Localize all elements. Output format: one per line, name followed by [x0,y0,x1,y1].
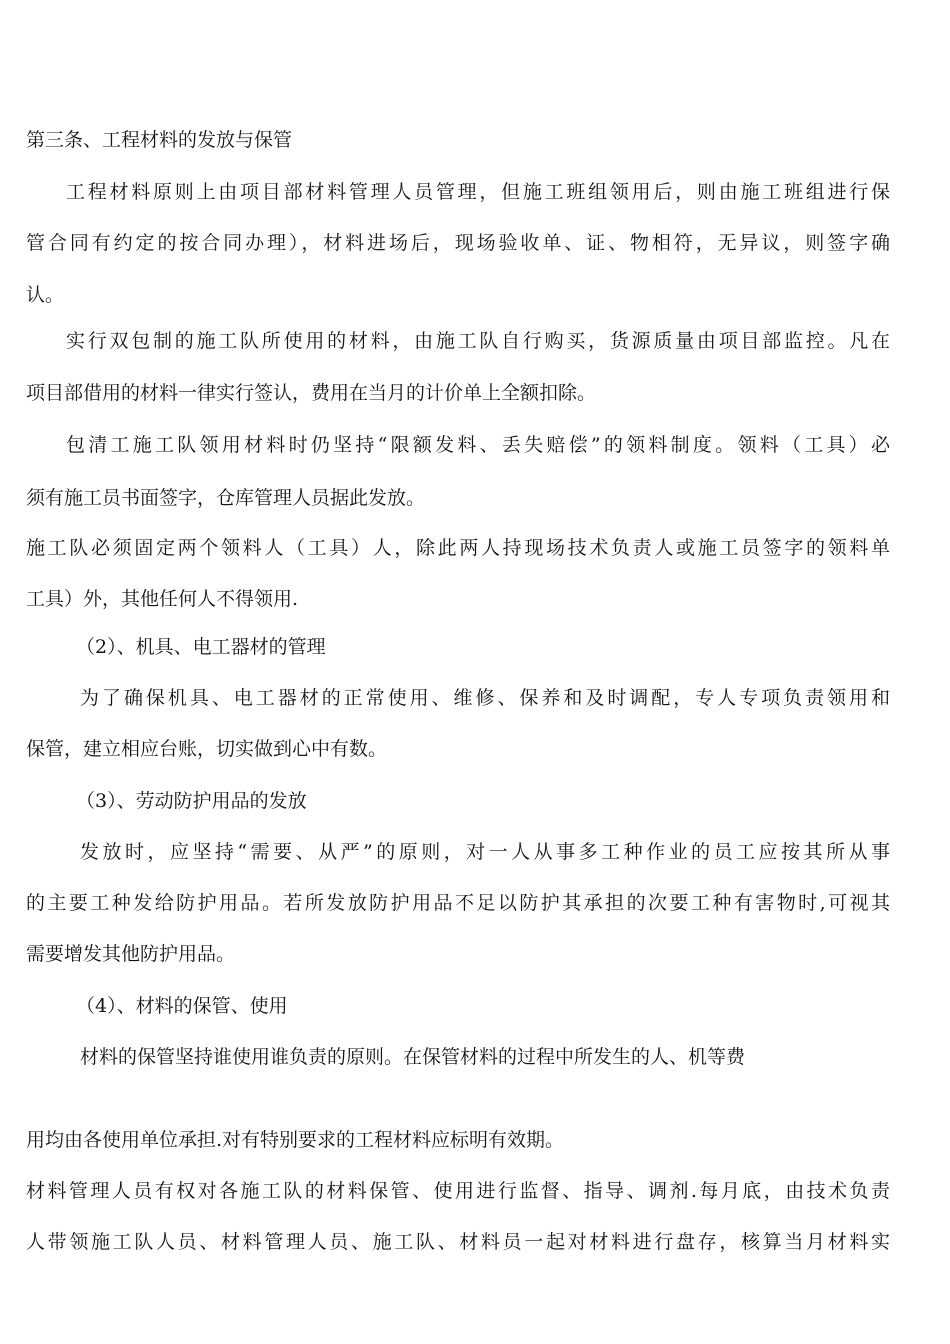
paragraph-line: 工具）外，其他任何人不得领用. [26,588,299,610]
subsection-title: （2）、机具、电工器材的管理 [76,636,326,658]
paragraph-line: 人带领施工队人员、材料管理人员、施工队、材料员一起对材料进行盘存，核算当月材料实 [26,1231,890,1253]
paragraph-line: 发放时，应坚持“需要、从严”的原则，对一人从事多工种作业的员工应按其所从事 [80,841,890,863]
paragraph-line: 项目部借用的材料一律实行签认，费用在当月的计价单上全额扣除。 [26,382,597,404]
subsection-title: （3）、劳动防护用品的发放 [76,790,307,812]
paragraph-line: 工程材料原则上由项目部材料管理人员管理，但施工班组领用后，则由施工班组进行保 [66,181,890,203]
paragraph-line: 为了确保机具、电工器材的正常使用、维修、保养和及时调配，专人专项负责领用和 [80,687,890,709]
paragraph-line: 用均由各使用单位承担.对有特别要求的工程材料应标明有效期。 [26,1129,565,1151]
section-heading: 第三条、工程材料的发放与保管 [26,129,293,151]
paragraph-line: 保管，建立相应台账，切实做到心中有数。 [26,738,388,760]
paragraph-line: 的主要工种发给防护用品。若所发放防护用品不足以防护其承担的次要工种有害物时,可视其 [26,892,890,914]
paragraph-line: 管合同有约定的按合同办理），材料进场后，现场验收单、证、物相符，无异议，则签字确 [26,232,890,254]
paragraph-line: 实行双包制的施工队所使用的材料，由施工队自行购买，货源质量由项目部监控。凡在 [66,330,890,352]
paragraph-line: 材料的保管坚持谁使用谁负责的原则。在保管材料的过程中所发生的人、机等费 [80,1046,746,1068]
paragraph-line: 施工队必须固定两个领料人（工具）人，除此两人持现场技术负责人或施工员签字的领料单 [26,537,890,559]
paragraph-line: 认。 [26,284,65,306]
paragraph-line: 材料管理人员有权对各施工队的材料保管、使用进行监督、指导、调剂.每月底，由技术负责 [26,1180,890,1202]
paragraph-line: 须有施工员书面签字，仓库管理人员据此发放。 [26,487,426,509]
paragraph-line: 包清工施工队领用材料时仍坚持“限额发料、丢失赔偿”的领料制度。领料（工具）必 [66,434,890,456]
paragraph-line: 需要增发其他防护用品。 [26,943,236,965]
subsection-title: （4）、材料的保管、使用 [76,995,288,1017]
